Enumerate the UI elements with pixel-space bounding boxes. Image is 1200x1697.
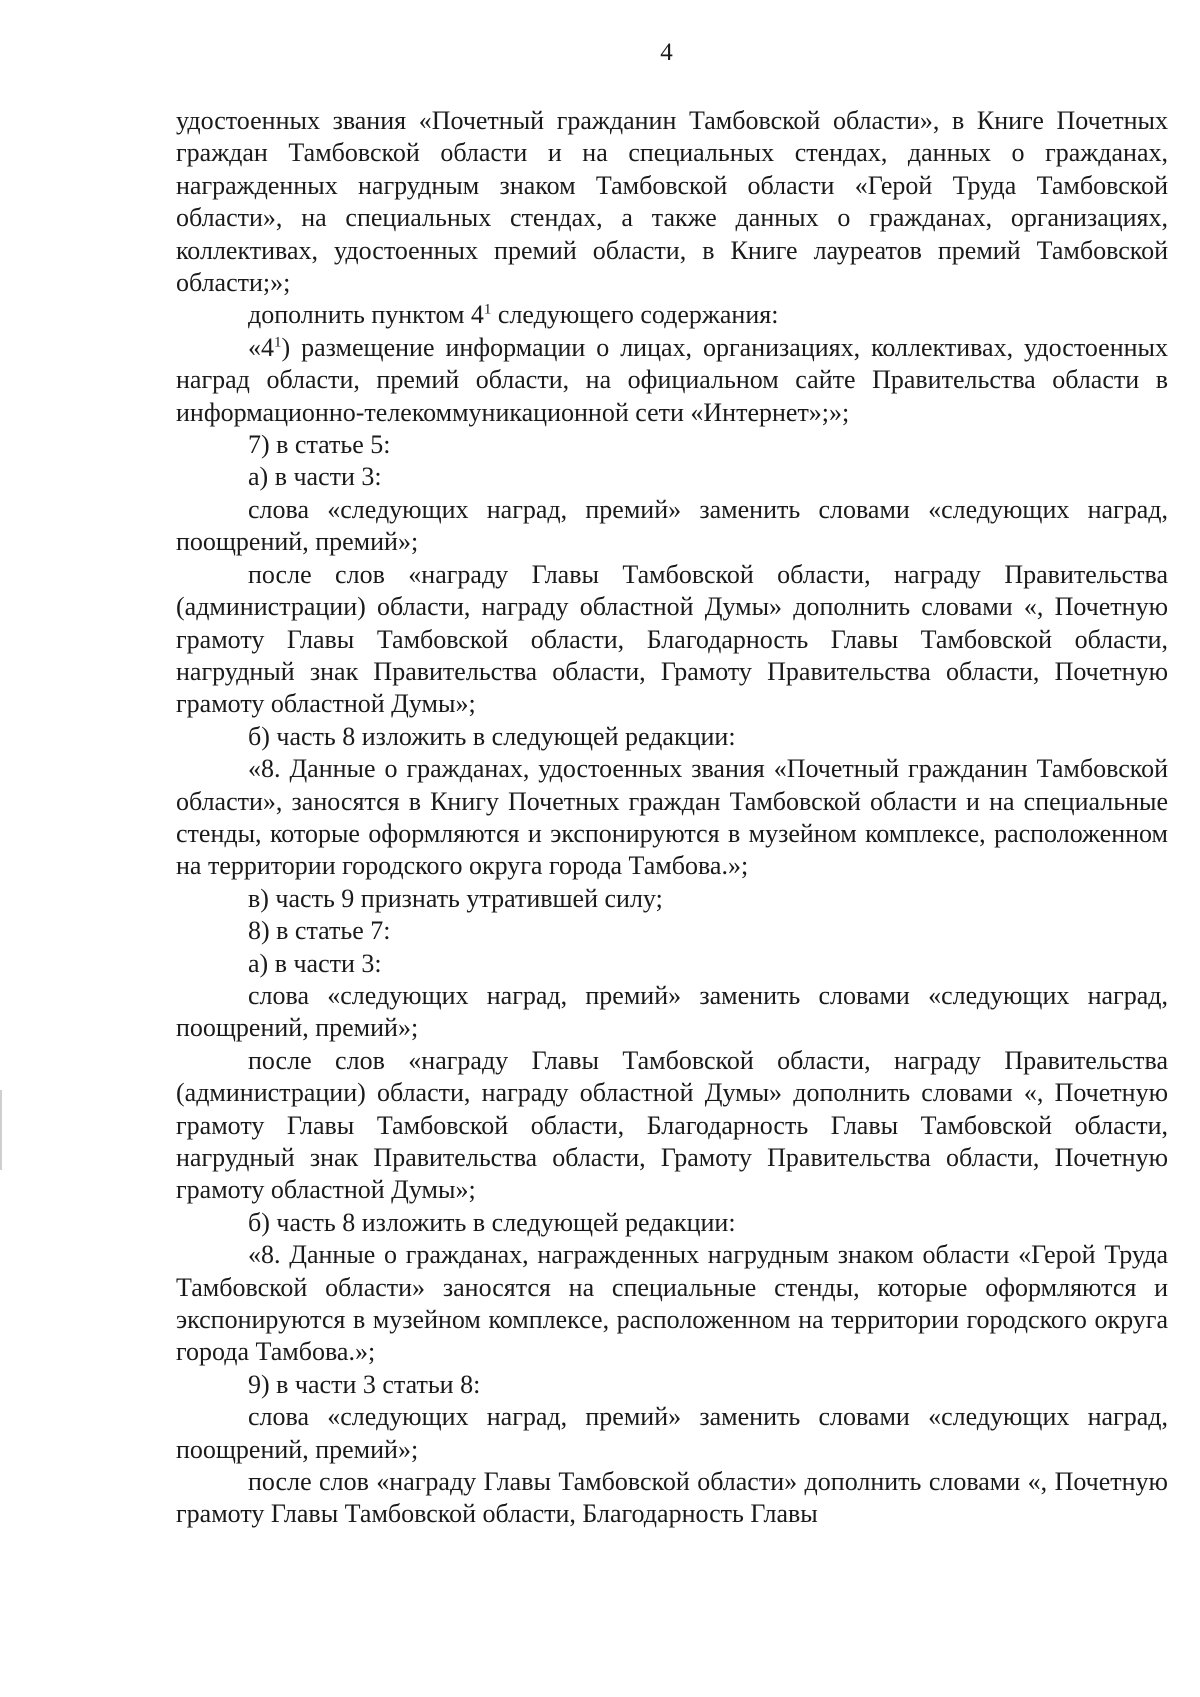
- paragraph: слова «следующих наград, премий» заменить словами «следующих наград, поощрений, премий»;: [176, 980, 1168, 1043]
- paragraph: [176, 332, 1168, 429]
- paragraph: удостоенных звания «Почетный гражданин Тамбовской области», в Книге Почетных граждан Тамбовской области и на специальных стендах, данных о гражданах, награжденных нагрудным знаком Тамбовской области «Герой Труда Тамбовской области», на специальных стендах, а также данных о гражданах, организациях, коллективах, удостоенных премий области, в Книге лауреатов премий Тамбовской области;»;: [176, 106, 1168, 298]
- paragraph: «8. Данные о гражданах, удостоенных звания «Почетный гражданин Тамбовской области», заносятся в Книгу Почетных граждан Тамбовской области и на специальные стенды, которые оформляются и экспонируются в музейном комплексе, расположенном на территории городского округа города Тамбова.»;: [176, 754, 1168, 881]
- paragraph-text: дополнить пунктом 4: [248, 300, 484, 330]
- paragraph: б) часть 8 изложить в следующей редакции:: [248, 1207, 736, 1237]
- document-body: [176, 105, 1168, 1531]
- paragraph: 8) в статье 7:: [248, 916, 391, 946]
- paragraph-text: следующего содержания:: [491, 300, 779, 330]
- paragraph: а) в части 3:: [248, 462, 382, 492]
- paragraph: после слов «награду Главы Тамбовской области, награду Правительства (администрации) области, награду областной Думы» дополнить словами «, Почетную грамоту Главы Тамбовской области, Благодарность Главы Тамбовской области, нагрудный знак Правительства области, Грамоту Правительства области, Почетную грамоту областной Думы»;: [176, 1045, 1168, 1205]
- paragraph: 9) в части 3 статьи 8:: [248, 1369, 481, 1399]
- superscript: 1: [483, 301, 492, 318]
- scan-edge-mark: [0, 1090, 2, 1170]
- paragraph: слова «следующих наград, премий» заменить словами «следующих наград, поощрений, премий»;: [176, 494, 1168, 557]
- paragraph: слова «следующих наград, премий» заменить словами «следующих наград, поощрений, премий»;: [176, 1402, 1168, 1464]
- paragraph: после слов «награду Главы Тамбовской области, награду Правительства (администрации) области, награду областной Думы» дополнить словами «, Почетную грамоту Главы Тамбовской области, Благодарность Главы Тамбовской области, нагрудный знак Правительства области, Грамоту Правительства области, Почетную грамоту областной Думы»;: [176, 559, 1168, 719]
- paragraph: 7) в статье 5:: [248, 430, 391, 460]
- paragraph-text: «4: [248, 332, 274, 362]
- superscript: 1: [274, 334, 282, 351]
- page-number: 4: [660, 39, 673, 66]
- paragraph: после слов «награду Главы Тамбовской области» дополнить словами «, Почетную грамоту Главы Тамбовской области, Благодарность Главы: [176, 1467, 1168, 1529]
- paragraph: б) часть 8 изложить в следующей редакции:: [248, 721, 736, 751]
- paragraph: [176, 299, 1168, 331]
- paragraph: в) часть 9 признать утратившей силу;: [248, 883, 663, 913]
- paragraph-text: ) размещение информации о лицах, организациях, коллективах, удостоенных наград области, премий области, на официальном сайте Правительства области в информационно-телекоммуникационной сети «Интернет»;»;: [176, 332, 1168, 427]
- paragraph: «8. Данные о гражданах, награжденных нагрудным знаком области «Герой Труда Тамбовской области» заносятся на специальные стенды, которые оформляются и экспонируются в музейном комплексе, расположенном на территории городского округа города Тамбова.»;: [176, 1240, 1168, 1367]
- paragraph: а) в части 3:: [248, 948, 382, 978]
